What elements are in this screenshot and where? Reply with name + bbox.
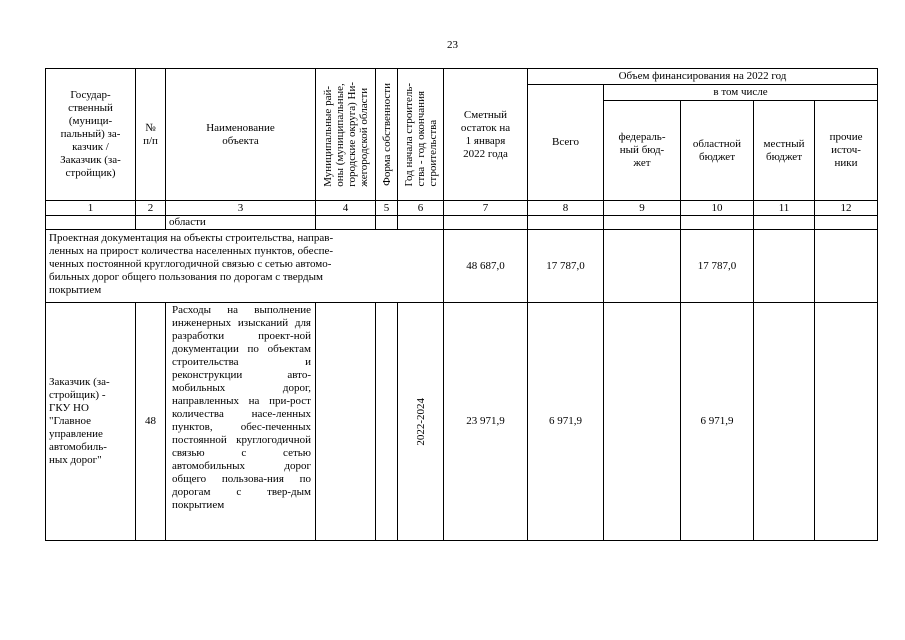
header-years: Год начала строитель- ства - год окончания строительства [402,82,439,187]
continuation-row [46,216,878,230]
col-num: 5 [376,201,398,216]
col-num: 11 [754,201,815,216]
item-total: 6 971,9 [528,303,604,541]
col-num: 7 [444,201,528,216]
header-municipality: Муниципальные рай- оны (муниципальные, городские округа) Ни- жегородской области [321,82,370,187]
col-num: 2 [136,201,166,216]
item-num: 48 [136,303,166,541]
financing-table [45,68,878,541]
column-numbers-row [46,201,878,216]
header-financing-volume: Объем финансирования на 2022 год [528,69,878,85]
col-num: 10 [681,201,754,216]
header-federal: федераль- ный бюд- жет [604,101,681,201]
col-num: 3 [166,201,316,216]
header-total: Всего [528,85,604,201]
header-ownership: Форма собственности [380,83,393,186]
item-customer: Заказчик (за- стройщик) - ГКУ НО "Главное управление автомобиль- ных дорог" [46,303,136,541]
header-customer: Государ- ственный (муници- пальный) за- казчик / Заказчик (за- стройщик) [46,69,136,201]
header-estimated-balance: Сметный остаток на 1 января 2022 года [444,69,528,201]
header-including: в том числе [604,85,878,101]
continuation-text: области [166,216,316,230]
col-num: 12 [815,201,878,216]
item-row [46,303,878,541]
summary-row [46,230,878,303]
col-num: 6 [398,201,444,216]
header-other: прочие источ- ники [815,101,878,201]
item-regional: 6 971,9 [681,303,754,541]
summary-regional: 17 787,0 [681,230,754,303]
col-num: 4 [316,201,376,216]
header-regional: областной бюджет [681,101,754,201]
col-num: 8 [528,201,604,216]
col-num: 1 [46,201,136,216]
header-local: местный бюджет [754,101,815,201]
header-object-name: Наименование объекта [166,69,316,201]
page-number: 23 [447,39,458,51]
item-object-name: Расходы на выполнение инженерных изысканий для разработки проект-ной документации по объектам строительства и реконструкции авто-мобильных дорог, направленных на при-рост количества насе-ленных пунктов, обес-печенных постоянной круглогодичной связью с сетью автомобильных дорог общего пользова-ния по дорогам с твер-дым покрытием [166,303,316,541]
summary-total: 17 787,0 [528,230,604,303]
col-num: 9 [604,201,681,216]
summary-estimated-balance: 48 687,0 [444,230,528,303]
summary-text: Проектная документация на объекты строительства, направ- ленных на прирост количества населенных пунктов, обеспе- ченных постоянной круглогодичной связью с сетью автомо- бильных дорог общего пользования по дорогам с твердым покрытием [46,230,444,303]
item-estimated-balance: 23 971,9 [444,303,528,541]
item-years: 2022-2024 [414,397,427,446]
header-num: № п/п [136,69,166,201]
